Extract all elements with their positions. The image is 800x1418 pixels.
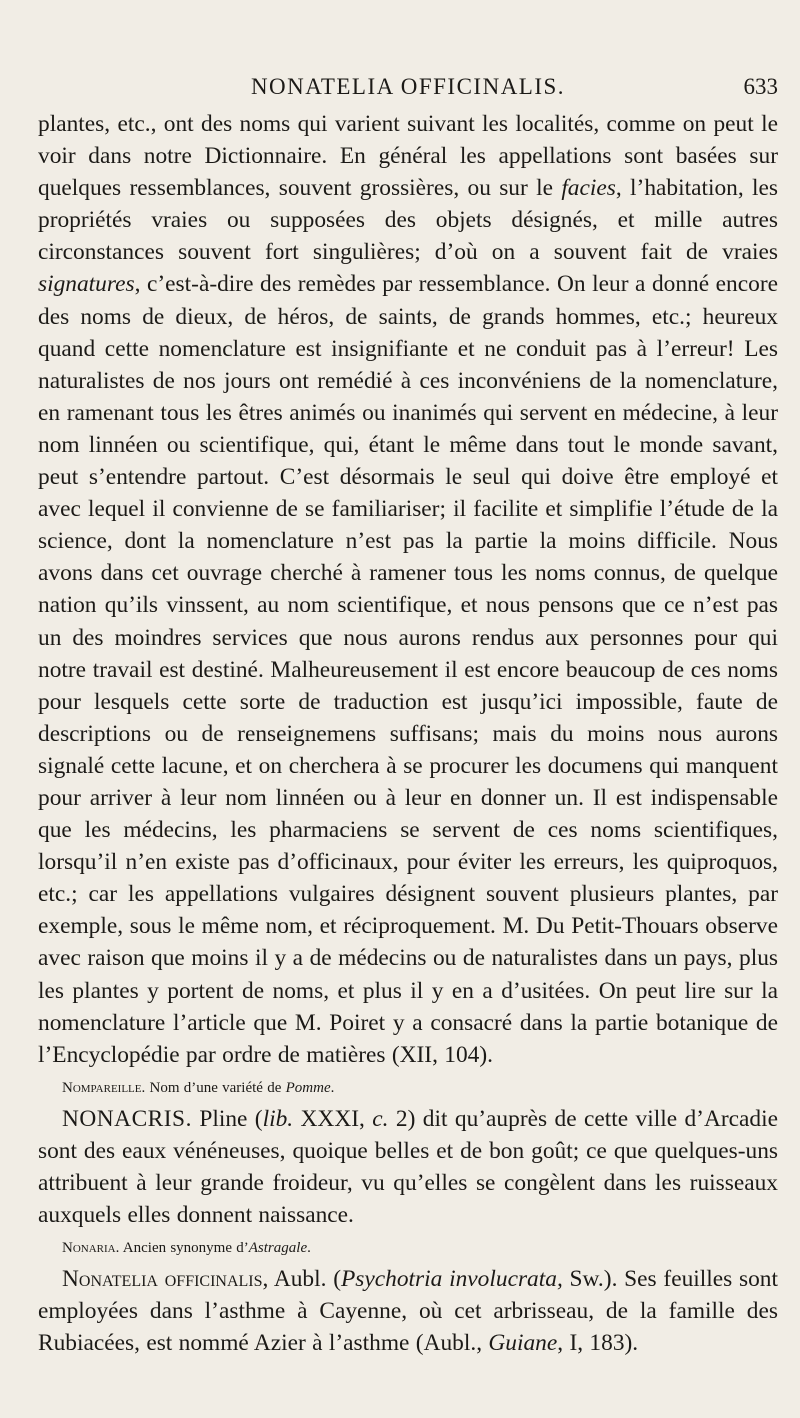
entry-nompareille: [38, 1077, 778, 1099]
page-body: [38, 108, 778, 1359]
pomme-italic: Pomme: [285, 1079, 331, 1096]
astragale-italic: Astragale: [248, 1240, 308, 1257]
entry-nonatelia: [38, 1263, 778, 1359]
nonacris-text-c: 2) dit qu’auprès de cette ville d’Arcadie sont des eaux vénéneuses, quoique belles et de bon goût; ce que quelques-uns attribuent à leur grande froideur, vu qu’elles se congèlent dans les ruisseaux auxquels elles donnent naissance.: [38, 1105, 778, 1229]
nonaria-text-a: Ancien synonyme d’: [119, 1240, 249, 1257]
nonatelia-headword: Nonatelia officinalis: [62, 1266, 263, 1293]
nonatelia-text-c: , I, 183).: [557, 1330, 639, 1357]
nompareille-text-b: .: [330, 1079, 335, 1096]
running-head: [38, 74, 778, 104]
nonaria-headword: Nonaria.: [62, 1240, 120, 1257]
nompareille-text-a: Nom d’une variété de: [145, 1079, 286, 1096]
running-title: NONATELIA OFFICINALIS.: [250, 74, 566, 99]
nonacris-text-a: Pline (: [191, 1105, 263, 1132]
lib-italic: lib.: [262, 1105, 294, 1132]
continuation-text-c: , c’est-à-dire des remèdes par ressemblance. On leur a donné encore des noms de dieux, de héros, de saints, de grands hommes, etc.; heureux quand cette nomenclature est insignifiante et ne conduit pas à l’erreur! Les naturalistes de nos jours ont remédié à ces inconvéniens de la nomenclature, en ramenant tous les êtres animés ou inanimés qui servent en médecine, à leur nom linnéen ou scientifique, qui, étant le même dans tout le monde savant, peut s’entendre partout. C’est désormais le seul qui doive être employé et avec lequel il convienne de se familiariser; il facilite et simplifie l’étude de la science, dont la nomenclature n’est pas la partie la moins difficile. Nous avons dans cet ouvrage cherché à ramener tous les noms connus, de quelque nation qu’ils vinssent, au nom scientifique, et nous pensons que ce n’est pas un des moindres services que nous aurons rendus aux personnes pour qui notre travail est destiné. Malheureusement il est encore beaucoup de ces noms pour lesquels cette sorte de traduction est jusqu’ici impossible, faute de descriptions ou de renseignemens suffisans; mais du moins nous aurons signalé cette lacune, et on cherchera à se procurer les documens qui manquent pour arriver à leur nom linnéen ou à leur en donner un. Il est indispensable que les médecins, les pharmaciens se servent de ces noms scientifiques, lorsqu’il n’en existe pas d’officinaux, pour éviter les erreurs, les quiproquos, etc.; car les appellations vulgaires désignent souvent plusieurs plantes, par exemple, sous le même nom, et réciproquement. M. Du Petit-Thouars observe avec raison que moins il y a de médecins ou de naturalistes dans un pays, plus les plantes y portent de noms, et plus il y en a d’usitées. On peut lire sur la nomenclature l’article que M. Poiret y a consacré dans la partie botanique de l’Encyclopédie par ordre de matières (XII, 104).: [38, 271, 778, 1068]
nonacris-text-b: XXXI,: [293, 1105, 373, 1132]
nonaria-text-b: .: [307, 1240, 311, 1257]
entry-continuation: [38, 108, 778, 1071]
continuation-text-b: , l’habitation, les propriétés vraies ou supposées des objets désignés, et mille autres circonstances souvent fort singulières; d’où on a souvent fait de vraies: [38, 175, 779, 266]
nompareille-headword: Nompareille.: [62, 1079, 146, 1096]
entry-nonaria: [38, 1237, 778, 1259]
c-italic: c.: [372, 1105, 389, 1132]
nonacris-headword: NONACRIS.: [62, 1105, 192, 1132]
nonatelia-text-b: Sw.). Ses feuilles sont employées dans l’asthme à Cayenne, où cet arbrisseau, de la famille des Rubiacées, est nommé Azier à l’asthme (Aubl.,: [38, 1266, 779, 1357]
guiane-italic: Guiane: [488, 1330, 558, 1357]
continuation-text-a: plantes, etc., ont des noms qui varient suivant les localités, comme on peut le voir dans notre Dictionnaire. En général les appellations sont basées sur quelques ressemblances, souvent grossières, ou sur le: [38, 111, 778, 202]
page-number: 633: [743, 74, 778, 99]
entry-nonacris: [38, 1103, 778, 1231]
facies-italic: facies: [561, 175, 616, 202]
signatures-italic: signatures: [38, 271, 135, 298]
psychotria-italic: Psychotria involucrata,: [341, 1266, 563, 1293]
nonatelia-text-a: , Aubl. (: [262, 1266, 342, 1293]
